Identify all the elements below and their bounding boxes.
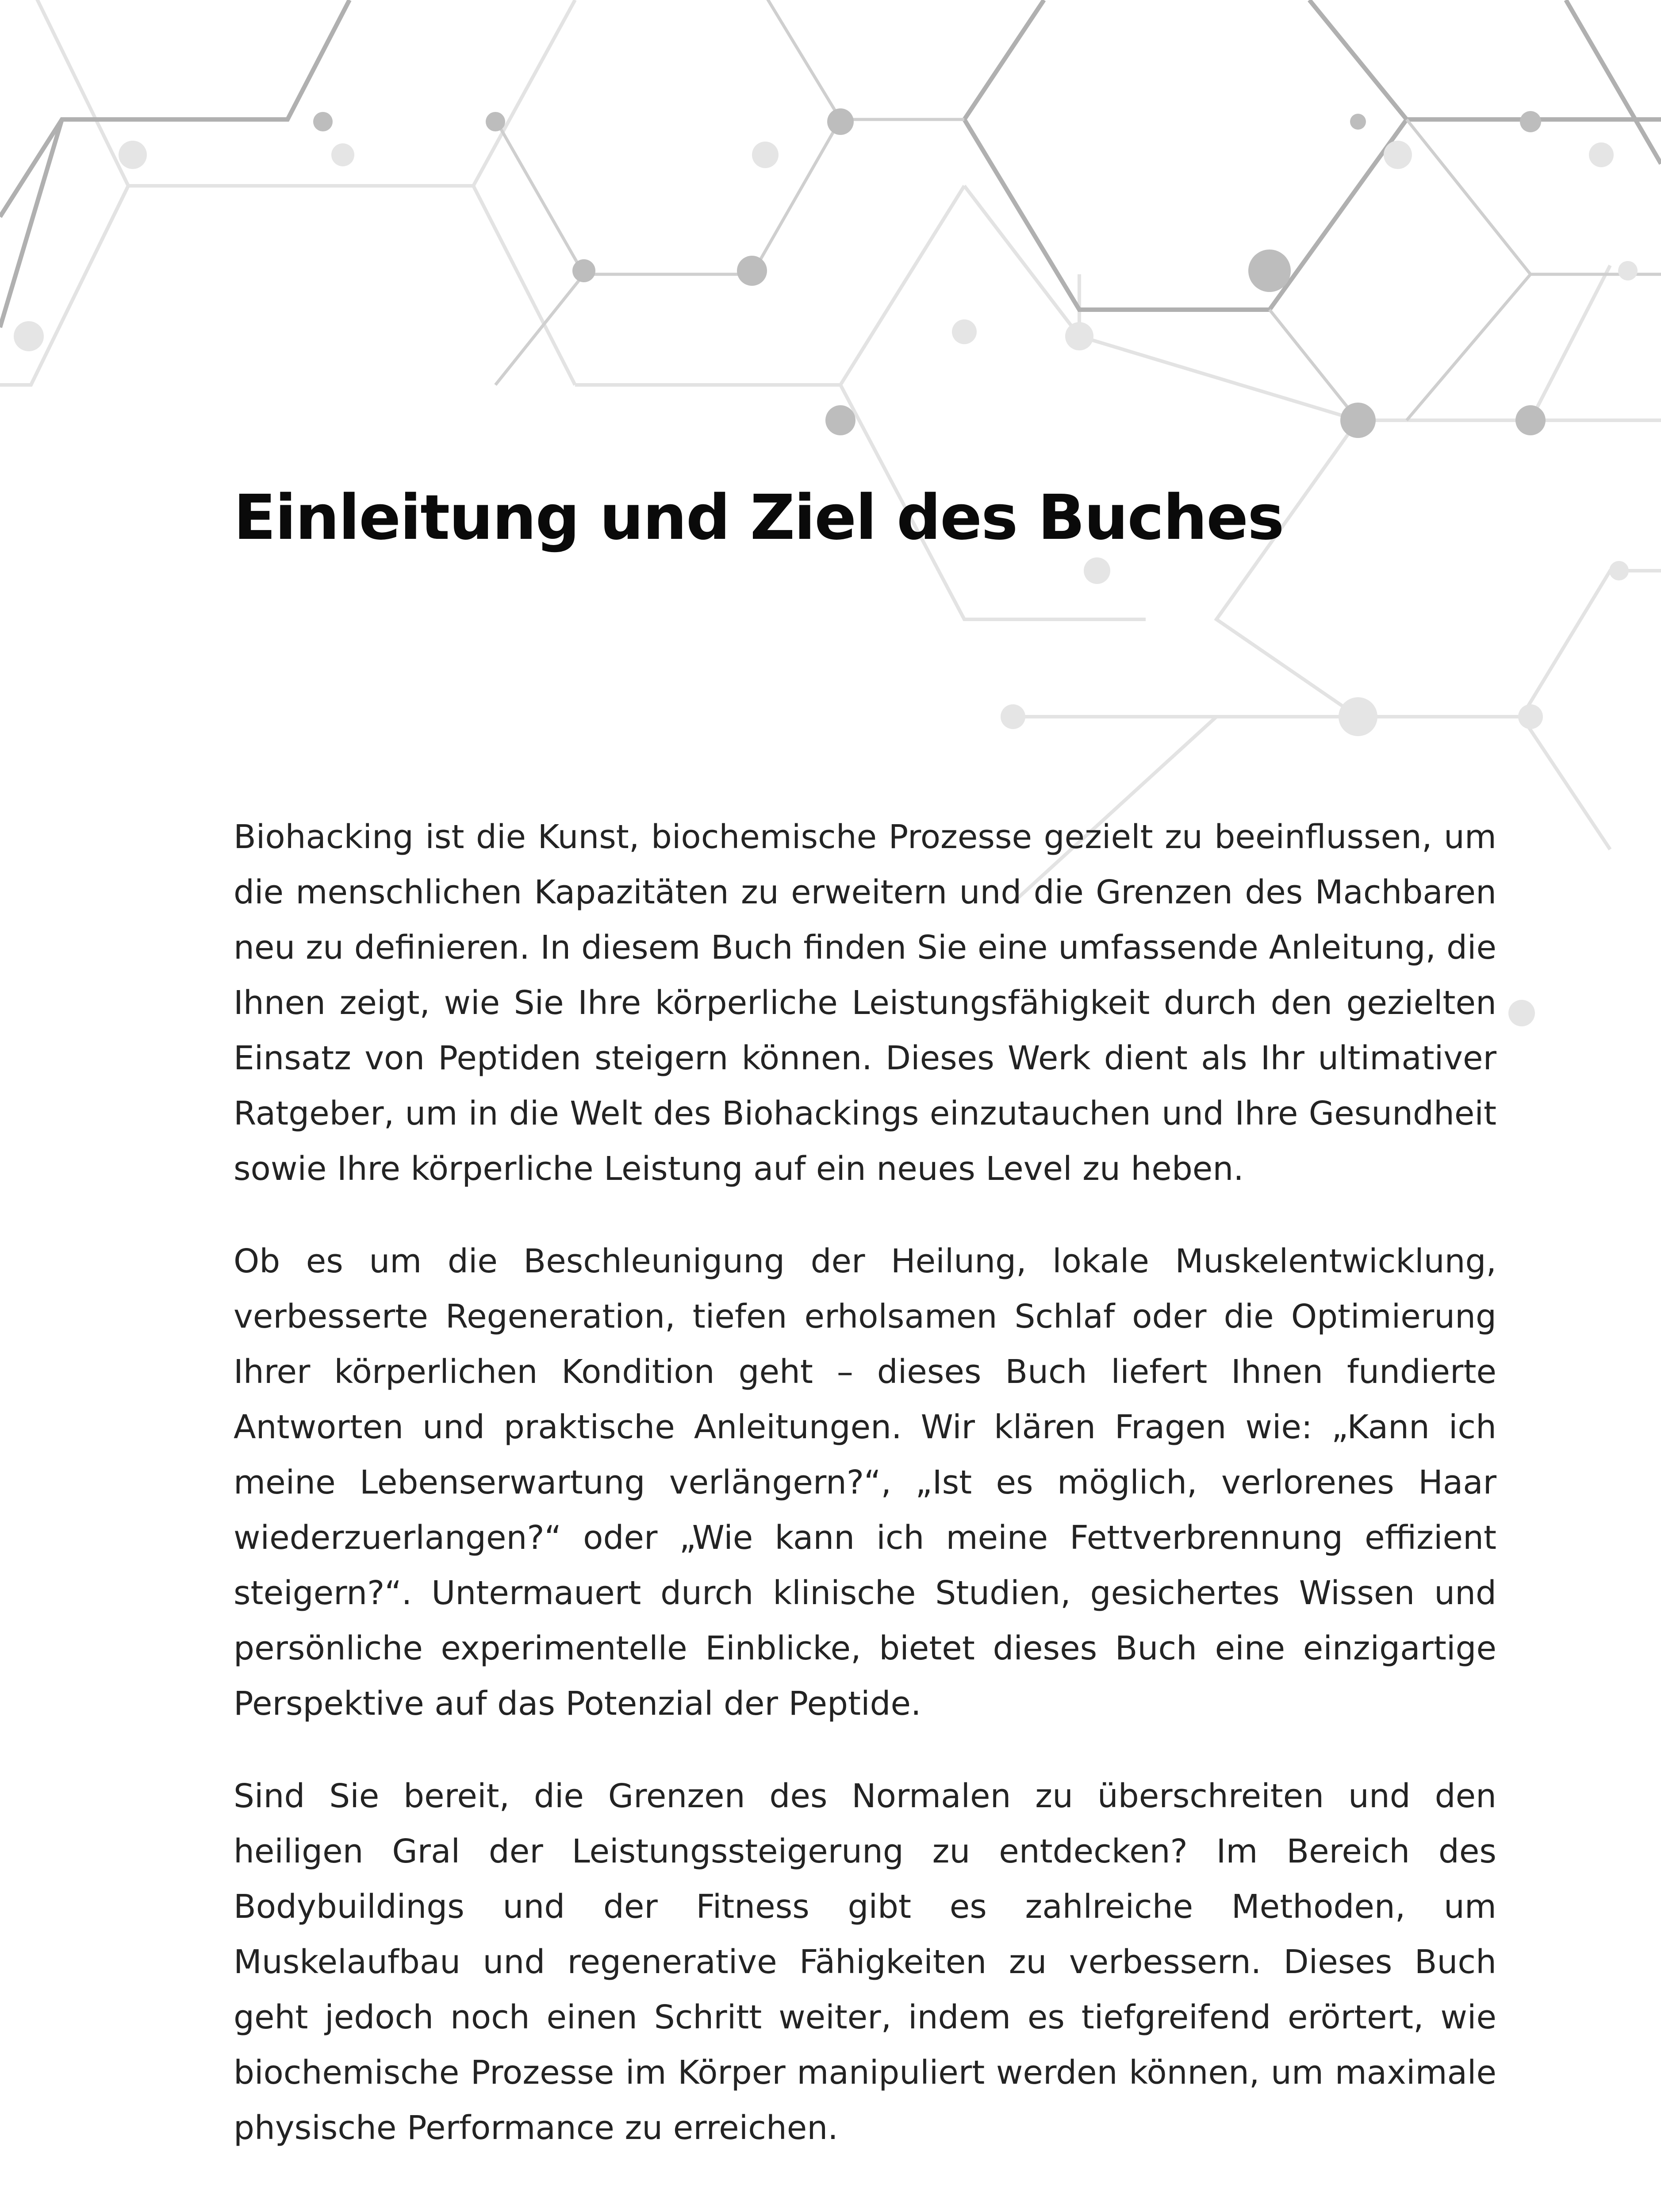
body-text: [234, 810, 1496, 2193]
paragraph-questions: Ob es um die Beschleunigung der Heilung, lokale Muskelentwicklung, verbesserte Regeneration, tiefen erholsamen Schlaf oder die Optimierung Ihrer körperlichen Kondition geht – dieses Buch liefert Ihnen fundierte Antworten und praktische Anleitungen. Wir klären Fragen wie: „Kann ich meine Lebenserwartung verlängern?“, „Ist es möglich, verlorenes Haar wiederzuerlangen?“ oder „Wie kann ich meine Fettverbrennung effizient steigern?“. Untermauert durch klinische Studien, gesichertes Wissen und persönliche experimentelle Einblicke, bietet dieses Buch eine einzigartige Perspektive auf das Potenzial der Peptide.: [234, 1242, 1496, 1723]
page-title: Einleitung und Ziel des Buches: [234, 482, 1284, 554]
paragraph-invitation: Sind Sie bereit, die Grenzen des Normalen zu überschreiten und den heiligen Gral der Leistungssteigerung zu entdecken? Im Bereich des Bodybuildings und der Fitness gibt es zahlreiche Methoden, um Muskelaufbau und regenerative Fähigkeiten zu verbessern. Dieses Buch geht jedoch noch einen Schritt weiter, indem es tiefgreifend erörtert, wie biochemische Prozesse im Körper manipuliert werden können, um maximale physische Performance zu erreichen.: [234, 1777, 1496, 2147]
hex-lines-dark: [0, 0, 1661, 327]
hex-lines-mid: [495, 0, 1661, 420]
paragraph-intro: Biohacking ist die Kunst, biochemische Prozesse gezielt zu beeinflussen, um die menschlichen Kapazitäten zu erweitern und die Grenzen des Machbaren neu zu definieren. In diesem Buch finden Sie eine umfassende Anleitung, die Ihnen zeigt, wie Sie Ihre körperliche Leistungsfähigkeit durch den gezielten Einsatz von Peptiden steigern können. Dieses Werk dient als Ihr ultimativer Ratgeber, um in die Welt des Biohackings einzutauchen und Ihre Gesundheit sowie Ihre körperliche Leistung auf ein neues Level zu heben.: [234, 818, 1496, 1188]
hex-nodes: [313, 108, 1546, 438]
